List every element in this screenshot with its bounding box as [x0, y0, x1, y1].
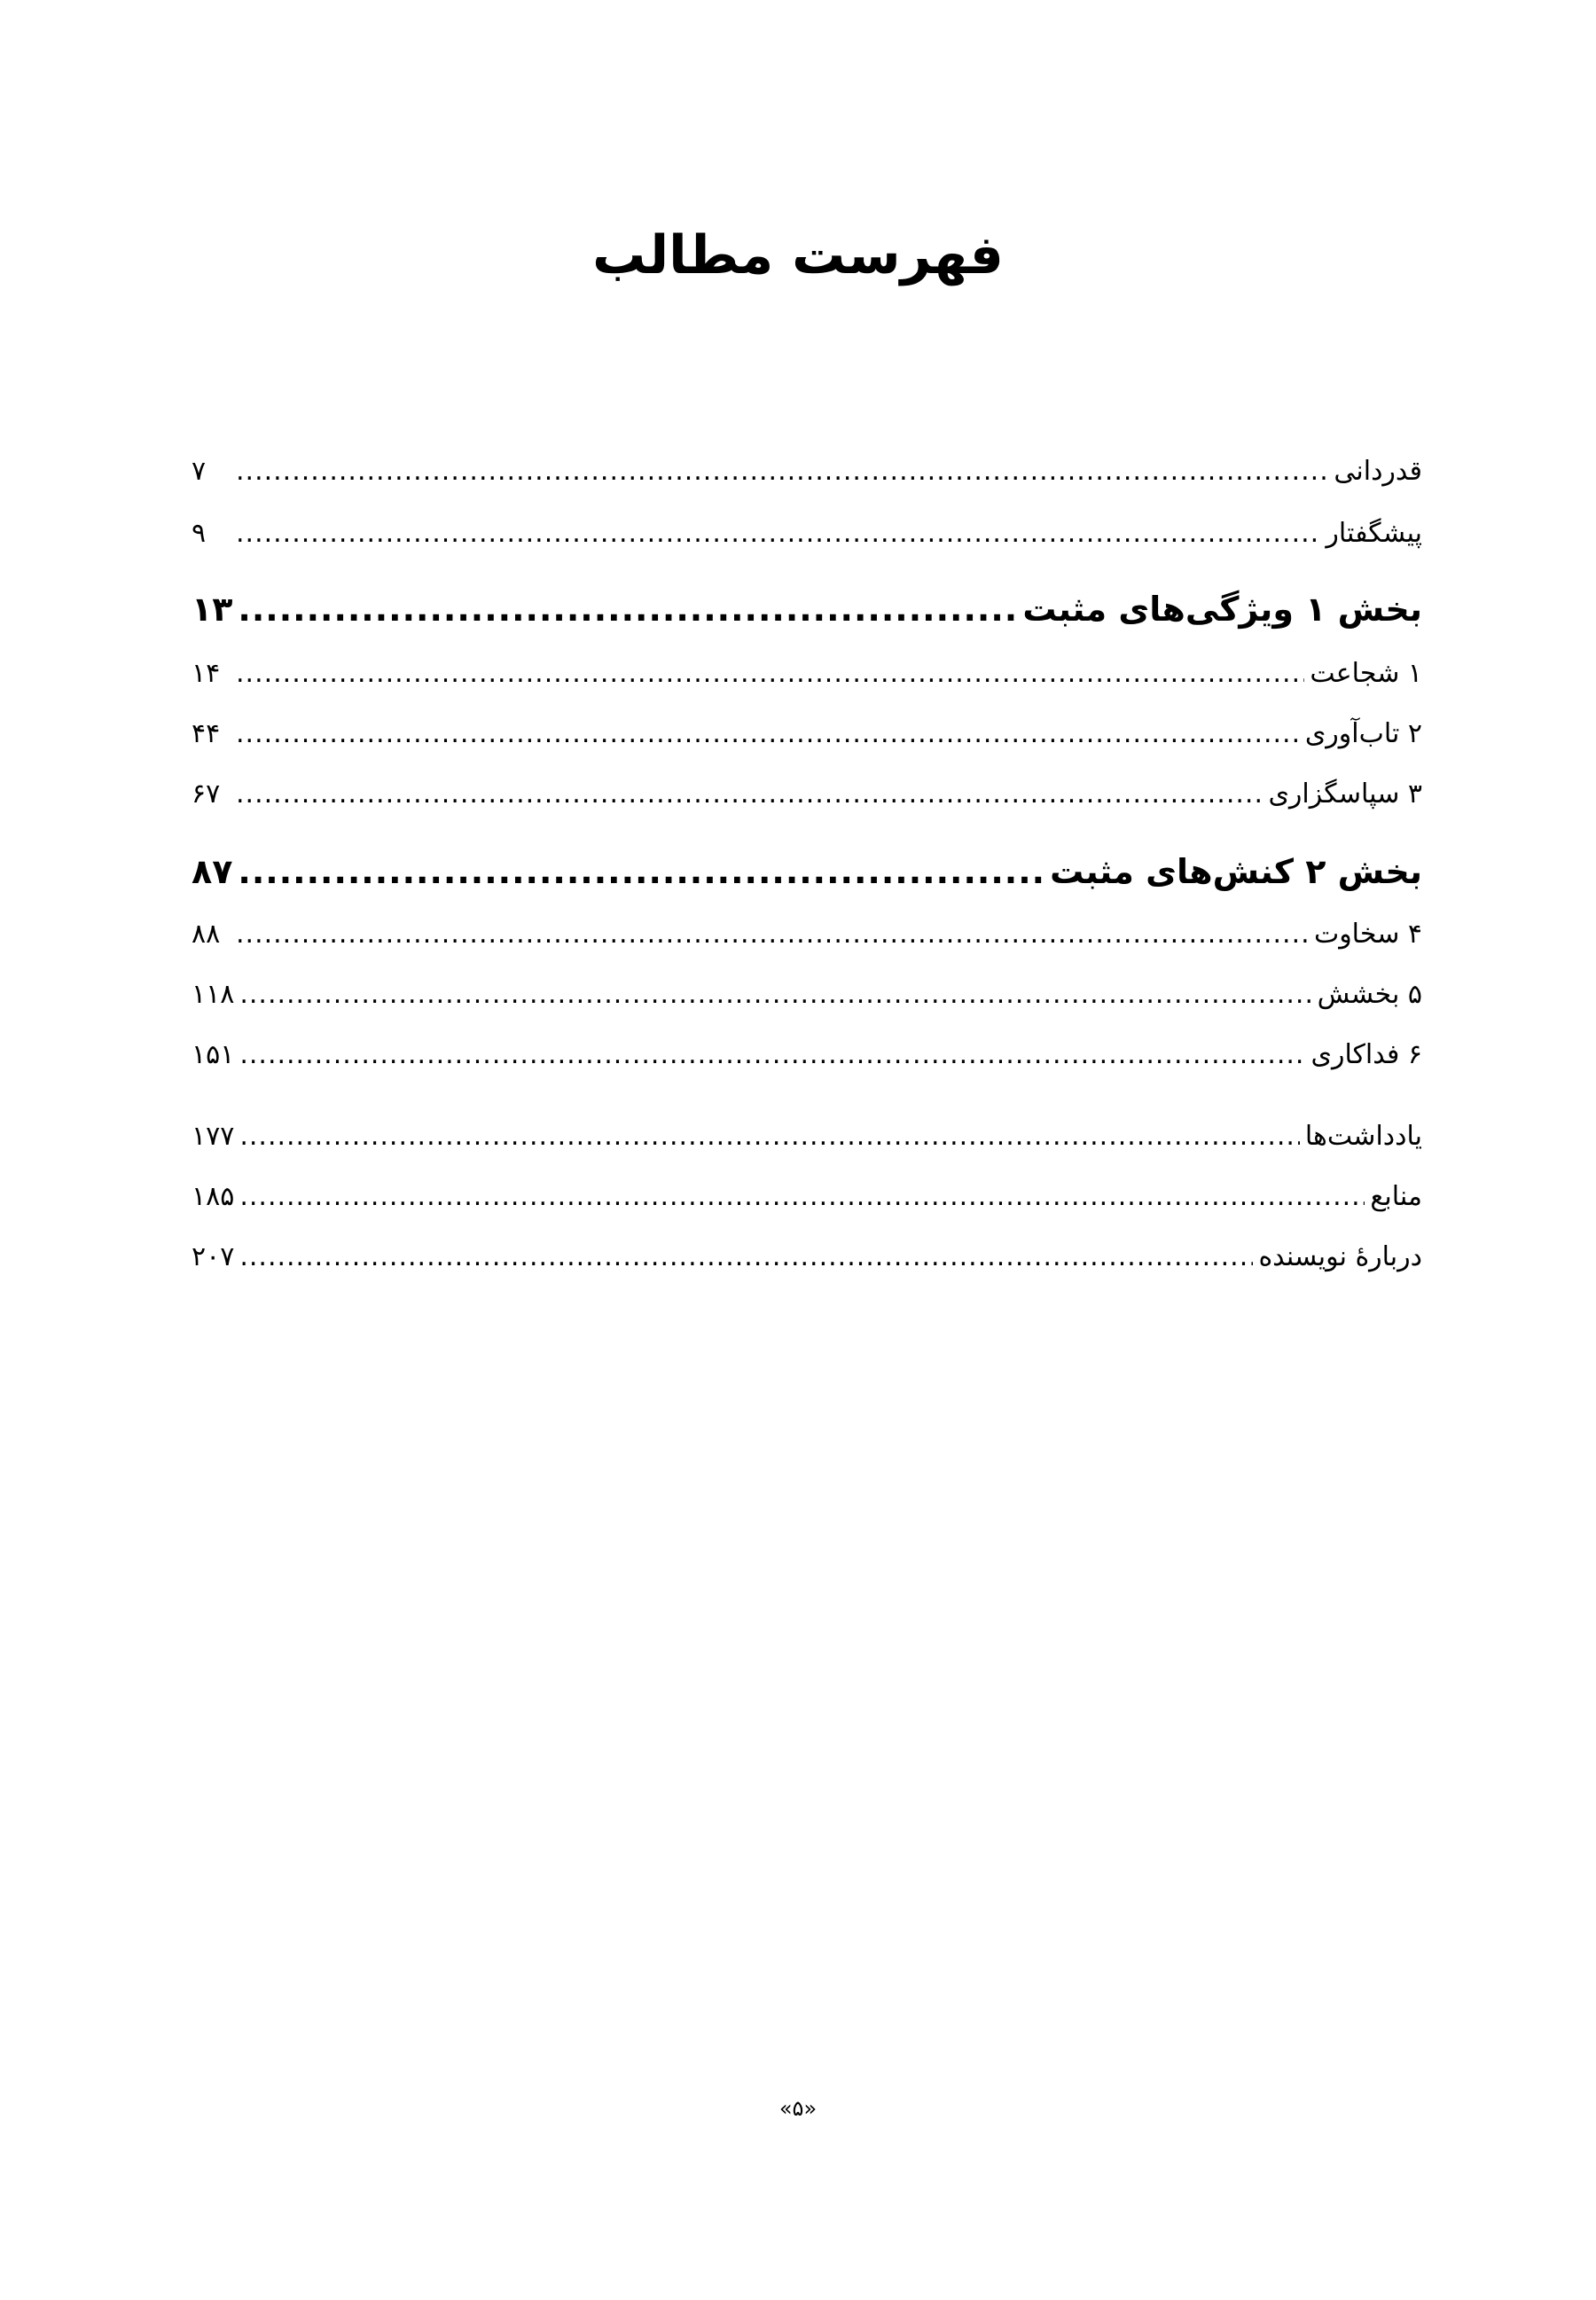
toc-entry-page-number: ۱۱۸ — [192, 979, 235, 1010]
dot-leader — [239, 1117, 1300, 1156]
toc-entry-label: ۳ سپاسگزاری — [1268, 778, 1422, 810]
dot-leader — [236, 654, 1304, 693]
toc-entry-chapter-3[interactable] — [192, 775, 1422, 814]
dot-leader — [236, 715, 1300, 754]
toc-entry-page-number: ۱۸۵ — [192, 1181, 235, 1212]
dot-leader — [236, 514, 1320, 553]
toc-entry-chapter-6[interactable] — [192, 1036, 1422, 1075]
toc-entry-label: منابع — [1370, 1181, 1422, 1212]
dot-leader — [238, 585, 1017, 633]
toc-entry-page-number: ۸۸ — [192, 919, 221, 950]
dot-leader — [239, 1036, 1305, 1075]
dot-leader — [236, 452, 1328, 491]
dot-leader — [239, 975, 1311, 1014]
toc-entry-label: یادداشت‌ها — [1304, 1121, 1422, 1152]
toc-entry-chapter-2[interactable] — [192, 715, 1422, 754]
toc-entry-chapter-1[interactable] — [192, 654, 1422, 693]
toc-entry-label: ۲ تاب‌آوری — [1304, 718, 1422, 749]
dot-leader — [236, 775, 1263, 814]
toc-part-label: بخش ۲ کنش‌های مثبت — [1050, 852, 1422, 891]
toc-entry-page-number: ۱۴ — [192, 658, 221, 689]
toc-entry-about-author[interactable] — [192, 1238, 1422, 1277]
toc-part-page-number: ۱۳ — [192, 590, 233, 629]
toc-entry-page-number: ۶۷ — [192, 778, 221, 810]
dot-leader — [239, 1177, 1365, 1216]
dot-leader — [236, 915, 1309, 954]
page-title: فهرست مطالب — [592, 224, 1004, 286]
toc-entry-label: ۶ فداکاری — [1310, 1039, 1422, 1070]
toc-entry-references[interactable] — [192, 1177, 1422, 1216]
toc-part-page-number: ۸۷ — [192, 852, 233, 891]
toc-part-1[interactable] — [192, 585, 1422, 633]
footer-page-number: «۵» — [778, 2096, 818, 2121]
toc-entry-chapter-4[interactable] — [192, 915, 1422, 954]
table-of-contents — [192, 0, 1422, 2300]
toc-entry-label: ۱ شجاعت — [1310, 658, 1422, 689]
toc-entry-page-number: ۲۰۷ — [192, 1241, 235, 1272]
toc-part-2[interactable] — [192, 848, 1422, 896]
toc-entry-label: ۴ سخاوت — [1313, 919, 1422, 950]
toc-entry-label: ۵ بخشش — [1317, 979, 1422, 1010]
toc-entry-label: پیشگفتار — [1326, 518, 1422, 549]
toc-entry-notes[interactable] — [192, 1117, 1422, 1156]
toc-entry-chapter-5[interactable] — [192, 975, 1422, 1014]
dot-leader — [239, 1238, 1253, 1277]
toc-entry-page-number: ۹ — [192, 518, 207, 549]
toc-entry-label: دربارهٔ نویسنده — [1258, 1241, 1422, 1272]
dot-leader — [238, 848, 1044, 896]
toc-part-label: بخش ۱ ویژگی‌های مثبت — [1022, 590, 1422, 629]
toc-entry-page-number: ۷ — [192, 456, 207, 487]
toc-entry-label: قدردانی — [1334, 456, 1422, 487]
toc-entry-page-number: ۴۴ — [192, 718, 221, 749]
toc-entry-preface[interactable] — [192, 514, 1422, 553]
toc-entry-page-number: ۱۷۷ — [192, 1121, 235, 1152]
toc-entry-acknowledgements[interactable] — [192, 452, 1422, 491]
toc-entry-page-number: ۱۵۱ — [192, 1039, 235, 1070]
